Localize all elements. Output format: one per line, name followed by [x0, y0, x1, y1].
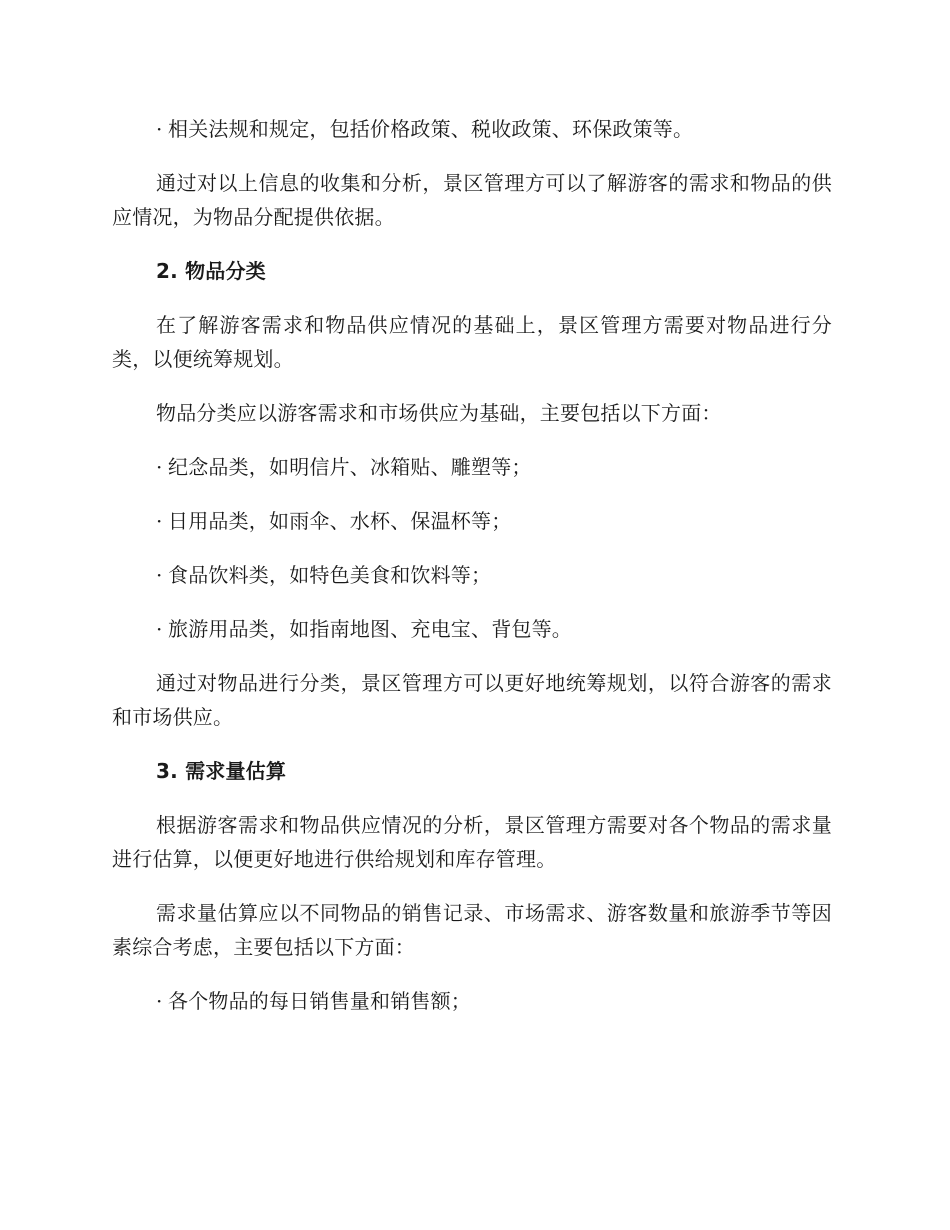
bullet-text: 各个物品的每日销售量和销售额；	[168, 989, 471, 1013]
bullet-dot: ·	[156, 989, 163, 1013]
bullet-dot: ·	[156, 509, 163, 533]
bullet-item	[112, 112, 832, 146]
bullet-dot: ·	[156, 617, 163, 641]
bullet-item	[112, 612, 832, 646]
paragraph: 通过对物品进行分类，景区管理方可以更好地统筹规划，以符合游客的需求和市场供应。	[112, 671, 832, 729]
bullet-text: 旅游用品类，如指南地图、充电宝、背包等。	[168, 617, 572, 641]
section-heading: 2. 物品分类	[156, 259, 266, 283]
bullet-text: 日用品类，如雨伞、水杯、保温杯等；	[168, 509, 512, 533]
bullet-dot: ·	[156, 117, 163, 141]
document-body	[112, 112, 832, 1038]
bullet-text: 纪念品类，如明信片、冰箱贴、雕塑等；	[168, 455, 532, 479]
bullet-item	[112, 450, 832, 484]
section-heading: 3. 需求量估算	[156, 759, 287, 783]
bullet-dot: ·	[156, 455, 163, 479]
bullet-item	[112, 558, 832, 592]
bullet-text: 相关法规和规定，包括价格政策、税收政策、环保政策等。	[168, 117, 694, 141]
paragraph: 物品分类应以游客需求和市场供应为基础，主要包括以下方面：	[156, 401, 722, 425]
bullet-text: 食品饮料类，如特色美食和饮料等；	[168, 563, 492, 587]
paragraph: 根据游客需求和物品供应情况的分析，景区管理方需要对各个物品的需求量进行估算，以便更好地进行供给规划和库存管理。	[112, 813, 832, 871]
bullet-dot: ·	[156, 563, 163, 587]
bullet-item	[112, 984, 832, 1018]
paragraph: 在了解游客需求和物品供应情况的基础上，景区管理方需要对物品进行分类，以便统筹规划。	[112, 313, 832, 371]
paragraph: 需求量估算应以不同物品的销售记录、市场需求、游客数量和旅游季节等因素综合考虑，主要包括以下方面：	[112, 901, 832, 959]
paragraph: 通过对以上信息的收集和分析，景区管理方可以了解游客的需求和物品的供应情况，为物品分配提供依据。	[112, 171, 832, 229]
bullet-item	[112, 504, 832, 538]
